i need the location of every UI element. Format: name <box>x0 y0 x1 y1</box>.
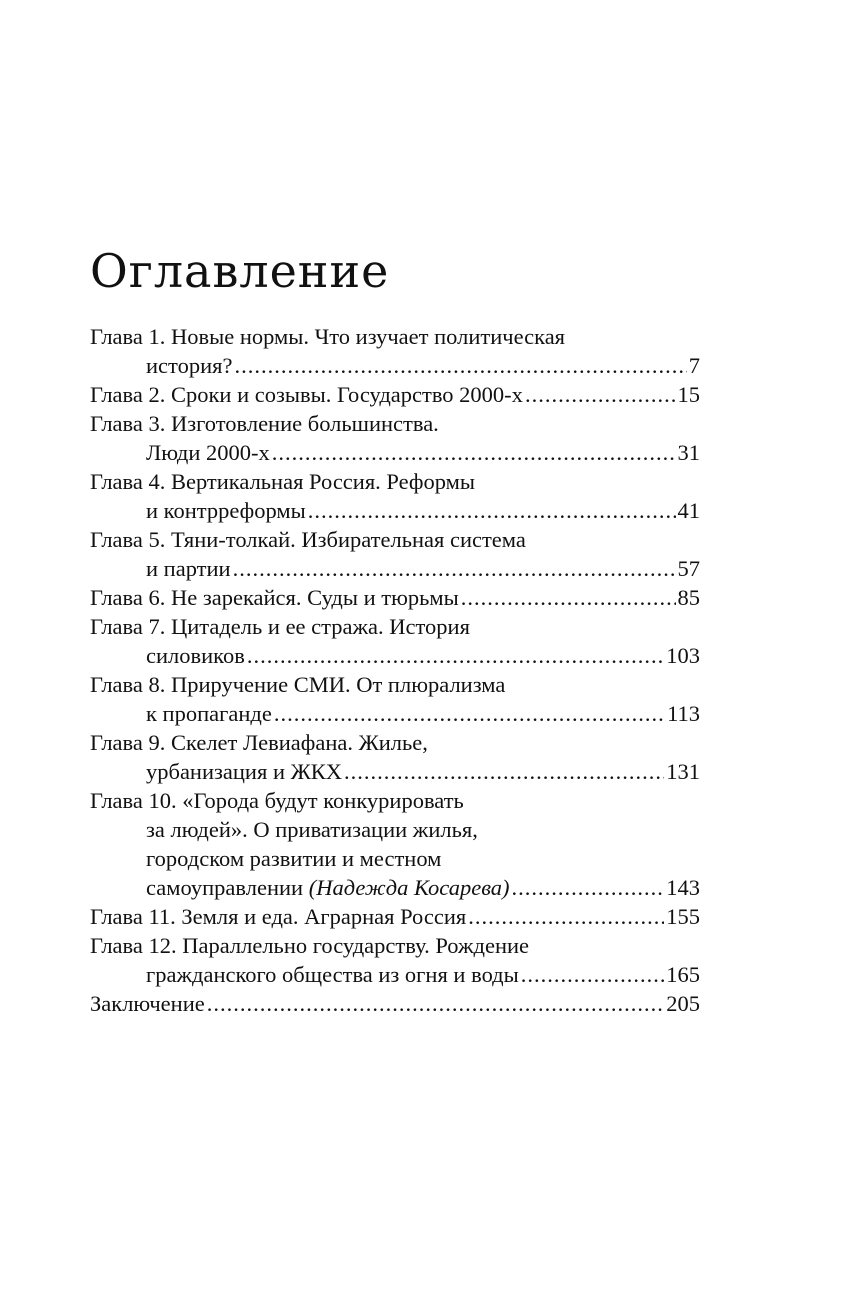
dot-leader <box>525 380 676 409</box>
toc-entry[interactable] <box>90 931 700 989</box>
toc-entry-title-line: Глава 10. «Города будут конкурировать <box>90 788 464 813</box>
dot-leader <box>207 989 665 1018</box>
dot-leader <box>344 757 664 786</box>
toc-entry-title-line: Глава 4. Вертикальная Россия. Реформы <box>90 469 476 494</box>
toc-entry-last-line <box>90 989 700 1018</box>
toc-entry-title-line: Глава 3. Изготовление большинства. <box>90 411 439 436</box>
toc-entry[interactable] <box>90 525 700 583</box>
toc-entry-title-line: за людей». О приватизации жилья, <box>146 817 478 842</box>
toc-page-number: 7 <box>688 353 700 378</box>
dot-leader <box>308 496 676 525</box>
toc-entry-title-end <box>146 873 510 902</box>
dot-leader <box>461 583 676 612</box>
toc-page-number: 57 <box>677 556 700 581</box>
toc-entry-title-line: Глава 12. Параллельно государству. Рождение <box>90 933 530 958</box>
dot-leader <box>234 351 686 380</box>
dot-leader <box>512 873 665 902</box>
toc-entry-last-line <box>90 351 700 380</box>
toc-entry-title-end: гражданского общества из огня и воды <box>146 962 519 987</box>
toc-entry-title-text: самоуправлении <box>146 875 304 900</box>
toc-entry[interactable] <box>90 467 700 525</box>
toc-entry-title-end: Глава 11. Земля и еда. Аграрная Россия <box>90 904 467 929</box>
toc-entry-title-end: история? <box>146 353 233 378</box>
toc-entry-last-line <box>90 960 700 989</box>
toc-entry-title-line: Глава 1. Новые нормы. Что изучает политическая <box>90 324 566 349</box>
dot-leader <box>274 699 665 728</box>
toc-entry-title-line: Глава 8. Приручение СМИ. От плюрализма <box>90 672 506 697</box>
toc-entry-title-end: и партии <box>146 556 231 581</box>
toc-entry-title-end: Глава 6. Не зарекайся. Суды и тюрьмы <box>90 585 459 610</box>
toc-entry[interactable] <box>90 989 700 1018</box>
toc-entry-title-end: урбанизация и ЖКХ <box>146 759 343 784</box>
toc-page-number: 165 <box>666 962 700 987</box>
toc-entry-title-end: Глава 2. Сроки и созывы. Государство 2000-х <box>90 382 523 407</box>
toc-entry-last-line <box>90 554 700 583</box>
dot-leader <box>468 902 664 931</box>
dot-leader <box>272 438 676 467</box>
toc-entry-last-line <box>90 496 700 525</box>
toc-entry[interactable] <box>90 786 700 902</box>
toc-page-number: 113 <box>667 701 700 726</box>
toc-page-number: 155 <box>666 904 700 929</box>
toc-entry[interactable] <box>90 583 700 612</box>
toc-entry-last-line <box>90 641 700 670</box>
toc-entry-last-line <box>90 699 700 728</box>
toc-page-number: 103 <box>666 643 700 668</box>
toc-entry[interactable] <box>90 409 700 467</box>
toc-page-number: 143 <box>666 875 700 900</box>
toc-entry-title-end: к пропаганде <box>146 701 272 726</box>
toc-entry-title-end: силовиков <box>146 643 245 668</box>
toc-entry[interactable] <box>90 380 700 409</box>
toc-entry-title-end: и контрреформы <box>146 498 306 523</box>
toc-entry-title-line: городском развитии и местном <box>146 846 442 871</box>
dot-leader <box>247 641 664 670</box>
toc-page-number: 31 <box>677 440 700 465</box>
toc-page-number: 41 <box>677 498 700 523</box>
toc-entry-last-line <box>90 902 700 931</box>
toc-entry[interactable] <box>90 612 700 670</box>
toc-entry-title-line: Глава 5. Тяни-толкай. Избирательная система <box>90 527 526 552</box>
toc-entry-last-line <box>90 583 700 612</box>
toc-entry-last-line <box>90 438 700 467</box>
toc-entry-title-line: Глава 7. Цитадель и ее стража. История <box>90 614 470 639</box>
toc-entry-last-line <box>90 380 700 409</box>
toc-entry[interactable] <box>90 728 700 786</box>
page-title: Оглавление <box>90 244 390 298</box>
toc-page-number: 131 <box>666 759 700 784</box>
dot-leader <box>233 554 676 583</box>
table-of-contents <box>90 322 700 1018</box>
toc-entry[interactable] <box>90 902 700 931</box>
toc-entry-title-end: Люди 2000-х <box>146 440 270 465</box>
toc-entry[interactable] <box>90 670 700 728</box>
toc-page-number: 205 <box>666 991 700 1016</box>
toc-entry-last-line <box>90 873 700 902</box>
toc-page-number: 15 <box>677 382 700 407</box>
toc-entry[interactable] <box>90 322 700 380</box>
toc-page-number: 85 <box>677 585 700 610</box>
toc-entry-title-end: Заключение <box>90 991 205 1016</box>
toc-entry-title-line: Глава 9. Скелет Левиафана. Жилье, <box>90 730 428 755</box>
toc-entry-last-line <box>90 757 700 786</box>
dot-leader <box>521 960 665 989</box>
toc-entry-author: (Надежда Косарева) <box>308 875 510 900</box>
